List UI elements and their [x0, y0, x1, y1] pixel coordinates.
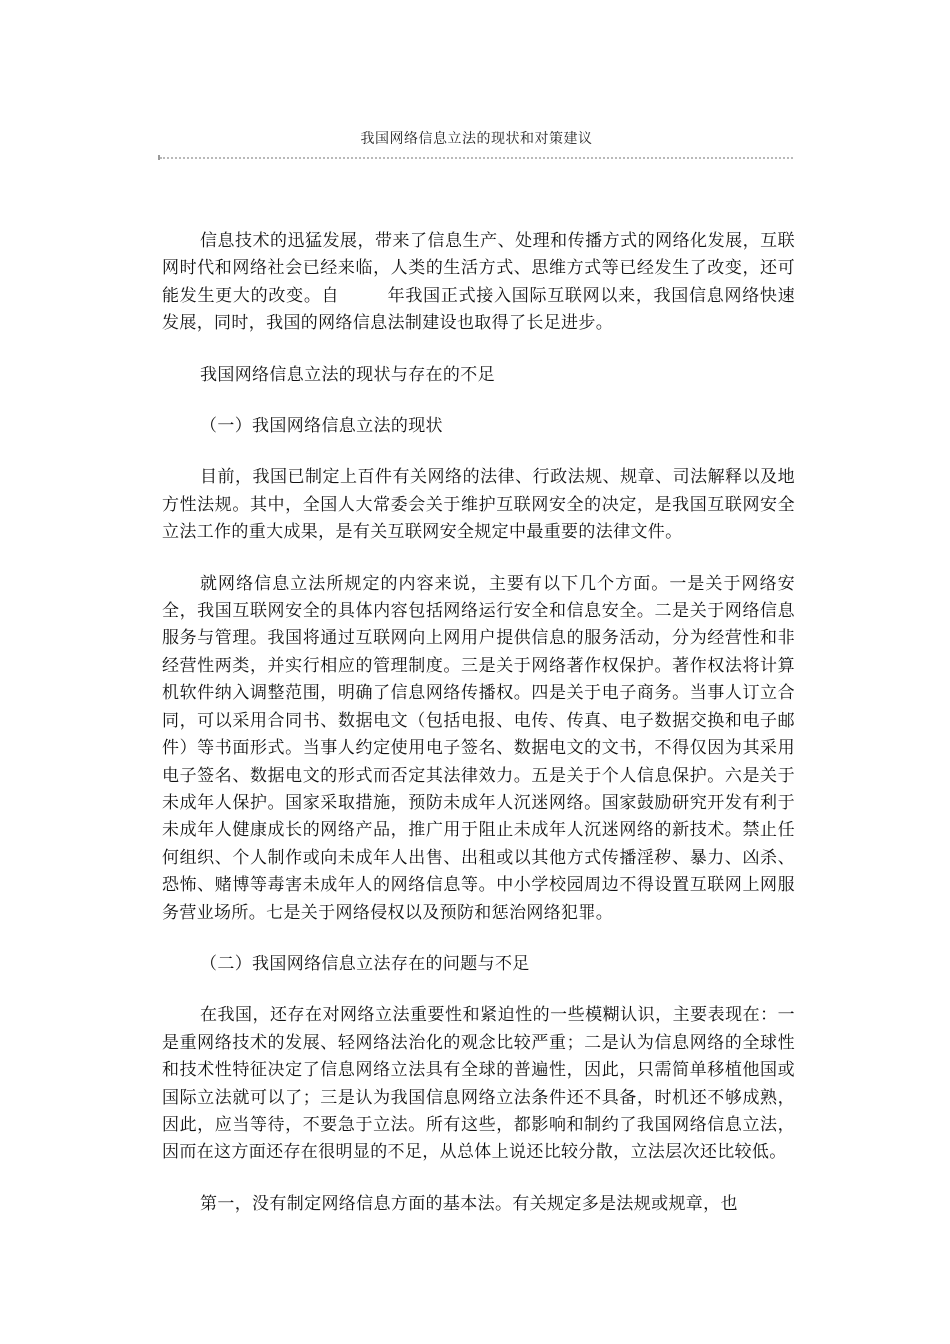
current-status-paragraph: 目前，我国已制定上百件有关网络的法律、行政法规、规章、司法解释以及地方性法规。其中，全国人大常委会关于维护互联网安全的决定，是我国互联网安全立法工作的重大成果，是有关互联网安全规定中最重要的法律文件。: [162, 467, 795, 543]
intro-text-part1: 信息技术的迅猛发展，带来了信息生产、处理和传播方式的网络化发展，互联网时代和网络社会已经来临，人类的生活方式、思维方式等已经发生了改变，还可能发生更大的改变。自: [162, 231, 795, 306]
section-1-heading: 我国网络信息立法的现状与存在的不足: [200, 364, 495, 385]
problems-paragraph: 在我国，还存在对网络立法重要性和紧迫性的一些模糊认识，主要表现在：一是重网络技术的发展、轻网络法治化的观念比较严重；二是认为信息网络的全球性和技术性特征决定了信息网络立法具有全球的普遍性，因此，只需简单移植他国或国际立法就可以了；三是认为我国信息网络立法条件还不具备，时机还不够成熟，因此，应当等待，不要急于立法。所有这些，都影响和制约了我国网络信息立法，因而在这方面还存在很明显的不足，从总体上说还比较分散，立法层次还比较低。: [162, 1005, 795, 1163]
intro-text-part2: 年我国正式接入国际互联网以来，我国信息网络快速发展，同时，我国的网络信息法制建设也取得了长足进步。: [162, 285, 795, 334]
document-body: [162, 228, 795, 1242]
first-point-paragraph: 第一，没有制定网络信息方面的基本法。有关规定多是法规或规章，也: [200, 1193, 738, 1214]
header-divider: [160, 157, 793, 159]
subsection-1-heading: （一）我国网络信息立法的现状: [200, 416, 443, 437]
page-header-title: 我国网络信息立法的现状和对策建议: [360, 131, 593, 147]
legislation-content-paragraph: 就网络信息立法所规定的内容来说，主要有以下几个方面。一是关于网络安全，我国互联网安全的具体内容包括网络运行安全和信息安全。二是关于网络信息服务与管理。我国将通过互联网向上网用户提供信息的服务活动，分为经营性和非经营性两类，并实行相应的管理制度。三是关于网络著作权保护。著作权法将计算机软件纳入调整范围，明确了信息网络传播权。四是关于电子商务。当事人订立合同，可以采用合同书、数据电文（包括电报、电传、传真、电子数据交换和电子邮件）等书面形式。当事人约定使用电子签名、数据电文的文书，不得仅因为其采用电子签名、数据电文的形式而否定其法律效力。五是关于个人信息保护。六是关于未成年人保护。国家采取措施，预防未成年人沉迷网络。国家鼓励研究开发有利于未成年人健康成长的网络产品，推广用于阻止未成年人沉迷网络的新技术。禁止任何组织、个人制作或向未成年人出售、出租或以其他方式传播淫秽、暴力、凶杀、恐怖、赌博等毒害未成年人的网络信息等。中小学校园周边不得设置互联网上网服务营业场所。七是关于网络侵权以及预防和惩治网络犯罪。: [162, 573, 795, 923]
intro-paragraph: [162, 228, 795, 338]
subsection-2-heading: （二）我国网络信息立法存在的问题与不足: [200, 953, 530, 974]
